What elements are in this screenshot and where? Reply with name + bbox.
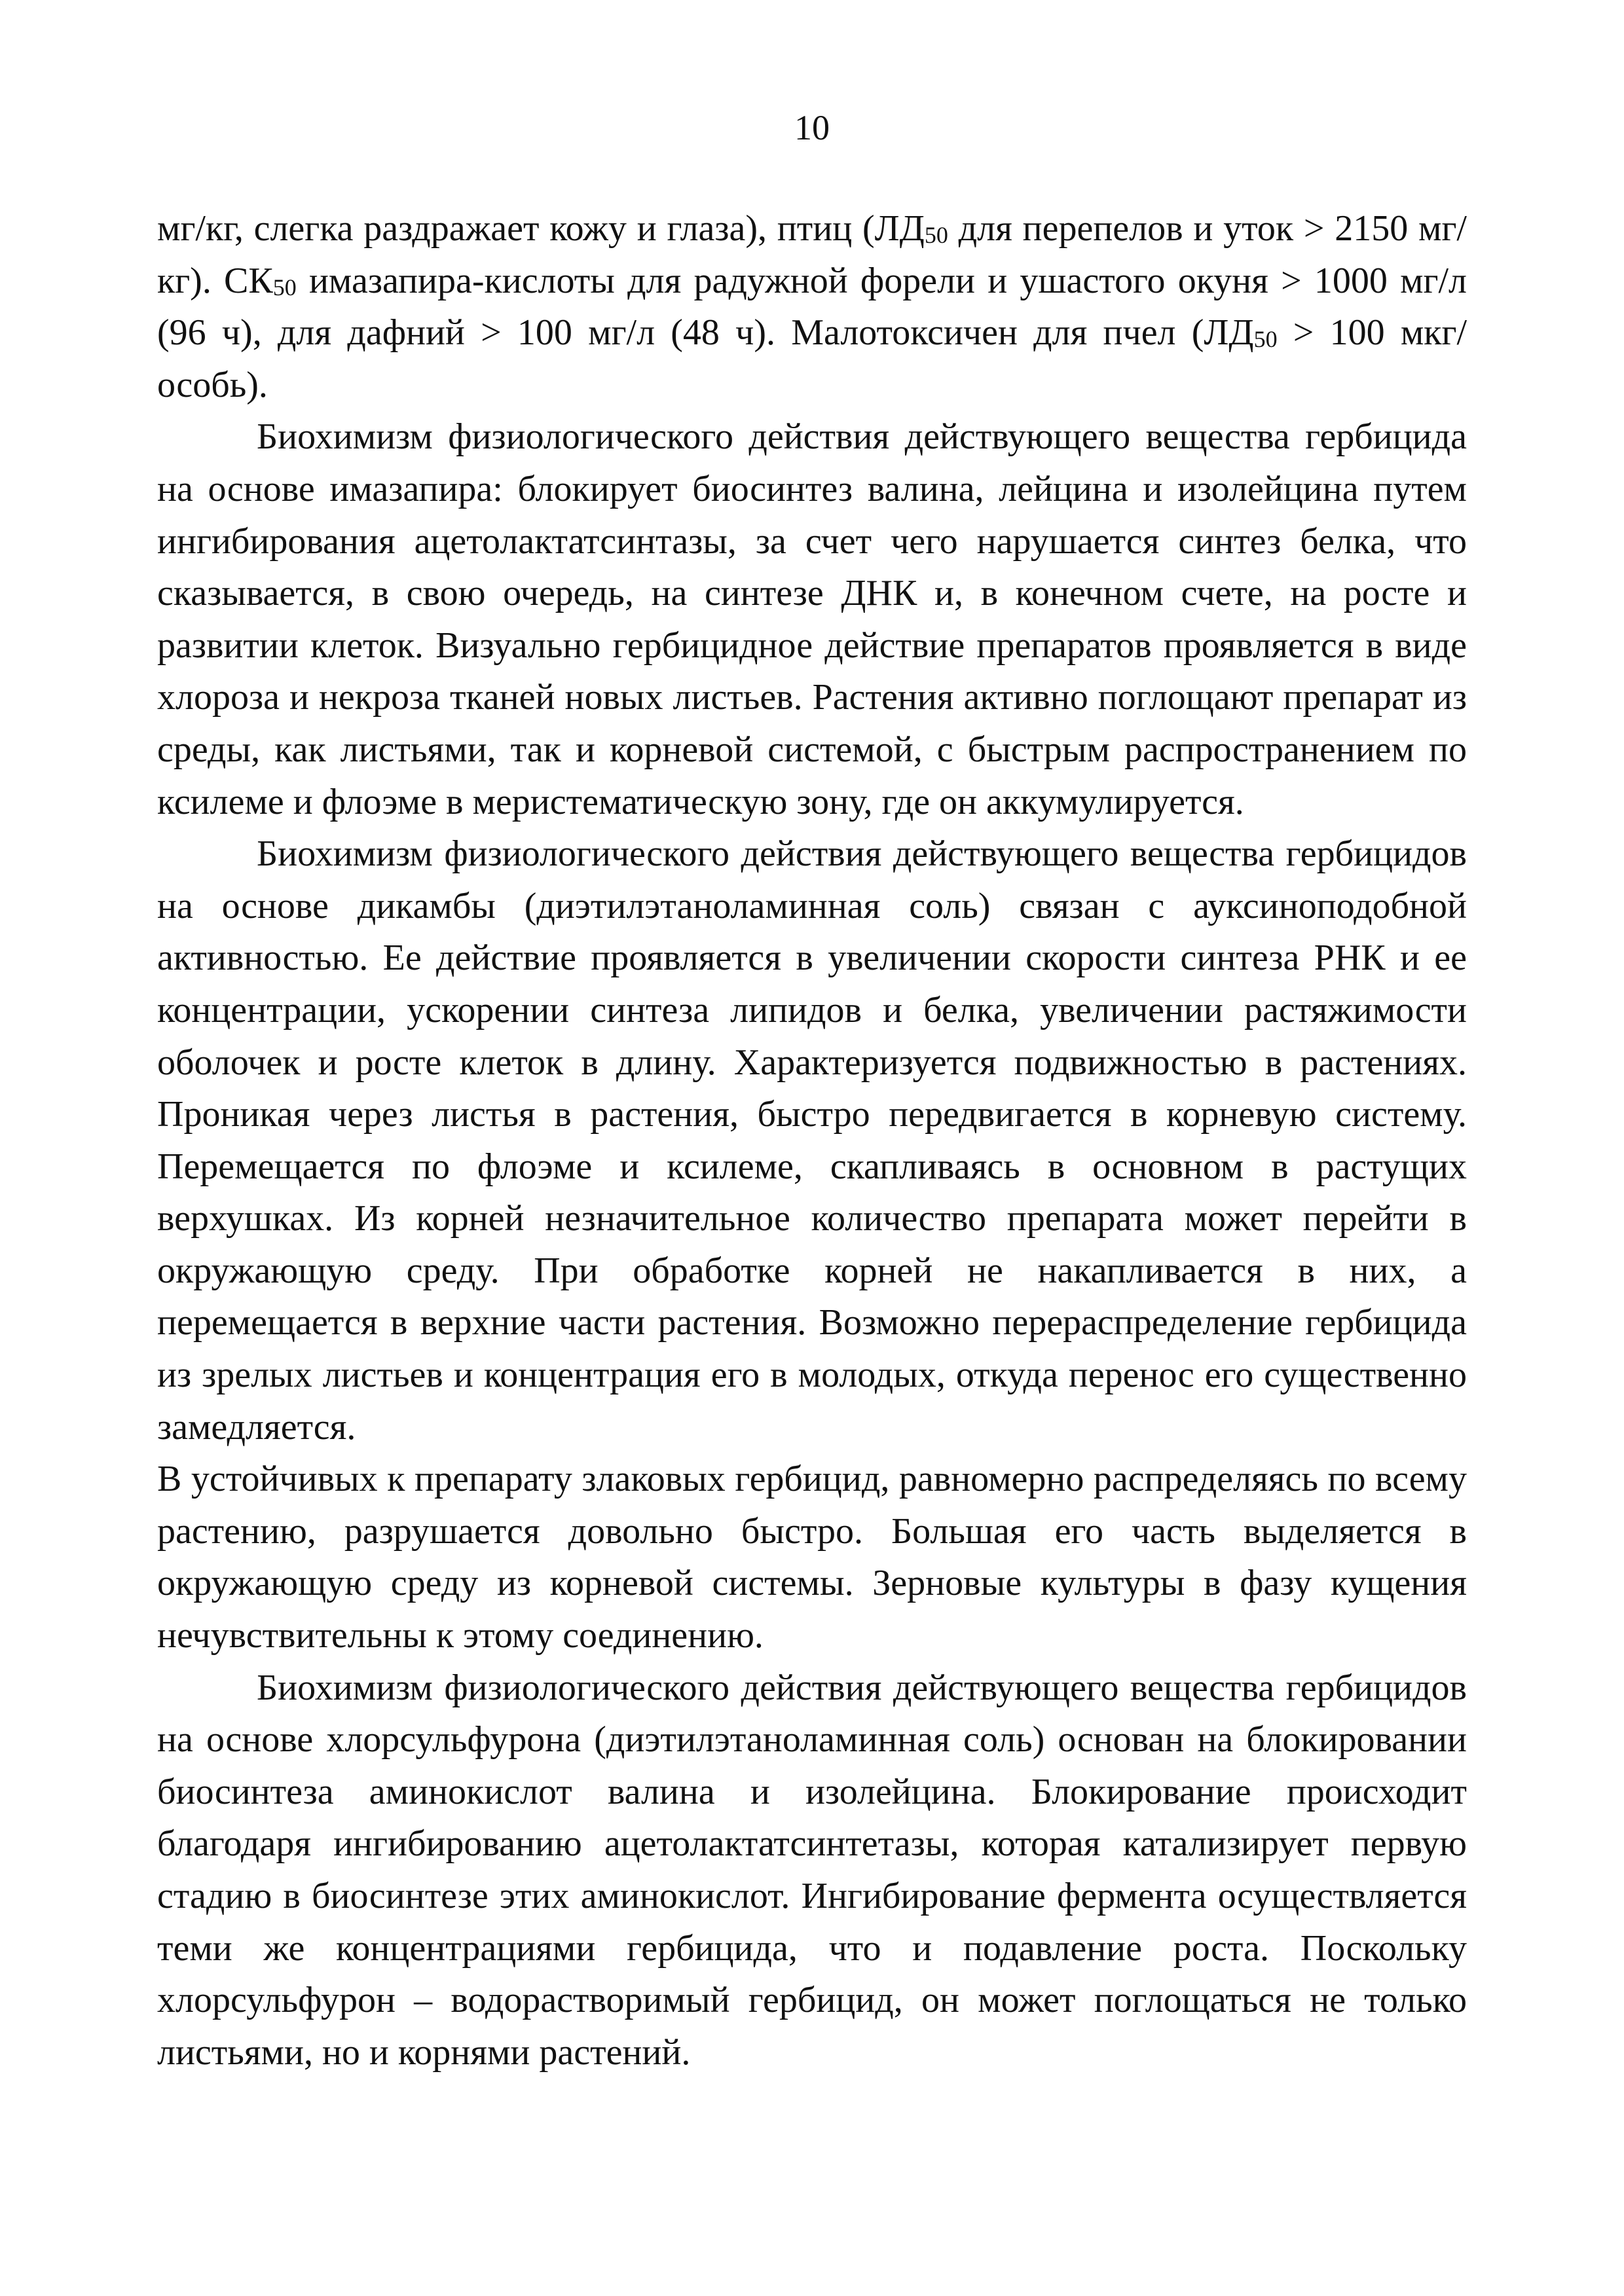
paragraph-dicamba: [157, 828, 1467, 1453]
text-segment: В устойчивых к препарату злаковых гербицид, равномерно распределяясь по всему растению, разрушается довольно быстро. Большая его часть выделяется в окружающую среду из корневой системы. Зерновые культуры в фазу кущения нечувствительны к этому соединению.: [157, 1459, 1467, 1656]
text-segment: Биохимизм физиологического действия действующего вещества гербицида на основе имазапира: блокирует биосинтез валина, лейцина и изолейцина путем ингибирования ацетолактатсинтазы, за счет чего нарушается синтез белка, что сказывается, в свою очередь, на синтезе ДНК и, в конечном счете, на росте и развитии клеток. Визуально гербицидное действие препаратов проявляется в виде хлороза и некроза тканей новых листьев. Растения активно поглощают препарат из среды, как листьями, так и корневой системой, с быстрым распространением по ксилеме и флоэме в меристематическую зону, где он аккумулируется.: [157, 416, 1467, 822]
text-segment: Биохимизм физиологического действия действующего вещества гербицидов на основе дикамбы (диэтилэтаноламинная соль) связан с ауксиноподобной активностью. Ее действие проявляется в увеличении скорости синтеза РНК и ее концентрации, ускорении синтеза липидов и белка, увеличении растяжимости оболочек и росте клеток в длину. Характеризуется подвижностью в растениях. Проникая через листья в растения, быстро передвигается в корневую систему. Перемещается по флоэме и ксилеме, скапливаясь в основном в растущих верхушках. Из корней незначительное количество препарата может перейти в окружающую среду. При обработке корней не накапливается в них, а перемещается в верхние части растения. Возможно перераспределение гербицида из зрелых листьев и концентрация его в молодых, откуда перенос его существенно замедляется.: [157, 833, 1467, 1448]
paragraph-resistant-cereals: [157, 1453, 1467, 1662]
text-segment: имазапира-кислоты для радужной форели и ушастого окуня > 1000 мг/л (96 ч), для дафний > 100 мг/л (48 ч). Малотоксичен для пчел (ЛД: [157, 260, 1467, 354]
page-number: 10: [794, 108, 830, 147]
subscript-50: 50: [1253, 326, 1278, 353]
subscript-50: 50: [272, 274, 297, 301]
text-segment: мг/кг, слегка раздражает кожу и глаза), птиц (ЛД: [157, 208, 925, 249]
paragraph-chlorsulfuron: [157, 1662, 1467, 2079]
paragraph-toxicity: [157, 203, 1467, 411]
document-body: [157, 203, 1467, 2079]
paragraph-imazapyr: [157, 411, 1467, 828]
text-segment: Биохимизм физиологического действия действующего вещества гербицидов на основе хлорсульфурона (диэтилэтаноламинная соль) основан на блокировании биосинтеза аминокислот валина и изолейцина. Блокирование происходит благодаря ингибированию ацетолактатсинтетазы, которая катализирует первую стадию в биосинтезе этих аминокислот. Ингибирование фермента осуществляется теми же концентрациями гербицида, что и подавление роста. Поскольку хлорсульфурон – водорастворимый гербицид, он может поглощаться не только листьями, но и корнями растений.: [157, 1667, 1467, 2073]
text-segment: для перепелов и уток > 2150 мг/кг). СК: [157, 208, 1467, 301]
text-segment: > 100 мкг/особь).: [157, 312, 1467, 405]
subscript-50: 50: [924, 222, 948, 248]
